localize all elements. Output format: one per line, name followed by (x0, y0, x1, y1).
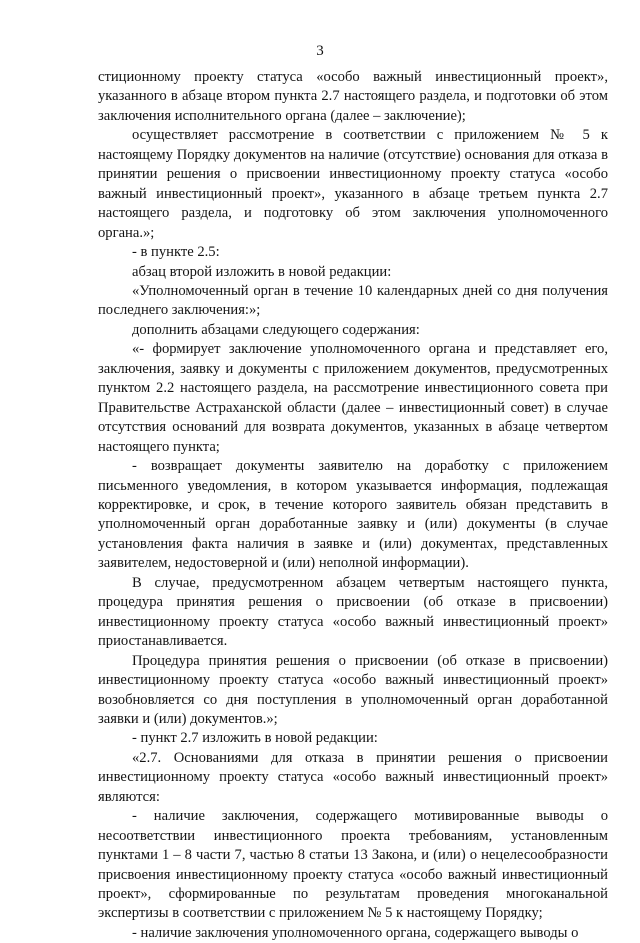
paragraph: - возвращает документы заявителю на доработку с приложением письменного уведомления, в котором указывается информация, подлежащая корректировке, и срок, в течение которого заявитель обязан представить в уполномоченный орган доработанные заявку и (или) документы (в случае установления факта наличия в заявке и (или) документах, представленных заявителем, недостоверной и (или) неполной информации). (98, 458, 608, 572)
paragraph: «- формирует заключение уполномоченного органа и представляет его, заключения, заявку и документы с приложением документов, предусмотренных пунктом 2.2 настоящего раздела, на рассмотрение инвестиционного совета при Правительстве Астраханской области (далее – инвестиционный совет) в случае отсутствия оснований для возврата документов, указанных в абзаце четвертом настоящего пункта; (98, 341, 608, 455)
paragraph: дополнить абзацами следующего содержания: (132, 321, 420, 338)
paragraph: - пункт 2.7 изложить в новой редакции: (132, 730, 378, 747)
paragraph: «2.7. Основаниями для отказа в принятии решения о присвоении инвестиционному проекту статуса «особо важный инвестиционный проект» являются: (98, 749, 608, 805)
document-body (98, 68, 608, 943)
paragraph: абзац второй изложить в новой редакции: (132, 263, 392, 280)
paragraph: В случае, предусмотренном абзацем четвертым настоящего пункта, процедура принятия решения о присвоении (об отказе в присвоении) инвестиционному проекту статуса «особо важный инвестиционный проект» приостанавливается. (98, 574, 608, 650)
paragraph: - наличие заключения уполномоченного органа, содержащего выводы о (132, 924, 579, 941)
paragraph: - наличие заключения, содержащего мотивированные выводы о несоответствии инвестиционного проекта требованиям, установленным пунктами 1 – 8 части 7, частью 8 статьи 13 Закона, и (или) о нецелесообразности присвоения инвестиционному проекту статуса «особо важный инвестиционный проект», сформированные по результатам проведения многоканальной экспертизы в соответствии с приложением № 5 к настоящему Порядку; (98, 808, 608, 922)
paragraph: - в пункте 2.5: (132, 244, 220, 261)
paragraph: стиционному проекту статуса «особо важный инвестиционный проект», указанного в абзаце втором пункта 2.7 настоящего раздела, и подготовки об этом заключения исполнительного органа (далее – заключение); (98, 69, 608, 124)
paragraph: осуществляет рассмотрение в соответствии с приложением № 5 к настоящему Порядку документов на наличие (отсутствие) основания для отказа в принятии решения о присвоении инвестиционному проекту статуса «особо важный инвестиционный проект», указанного в абзаце третьем пункта 2.7 настоящего раздела, и подготовку об этом заключения уполномоченного органа.»; (98, 127, 608, 241)
page-number: 3 (316, 43, 324, 59)
paragraph: «Уполномоченный орган в течение 10 календарных дней со дня получения последнего заключения:»; (98, 282, 608, 319)
paragraph: Процедура принятия решения о присвоении (об отказе в присвоении) инвестиционному проекту статуса «особо важный инвестиционный проект» возобновляется со дня поступления в уполномоченный орган доработанной заявки и (или) документов.»; (98, 652, 608, 727)
